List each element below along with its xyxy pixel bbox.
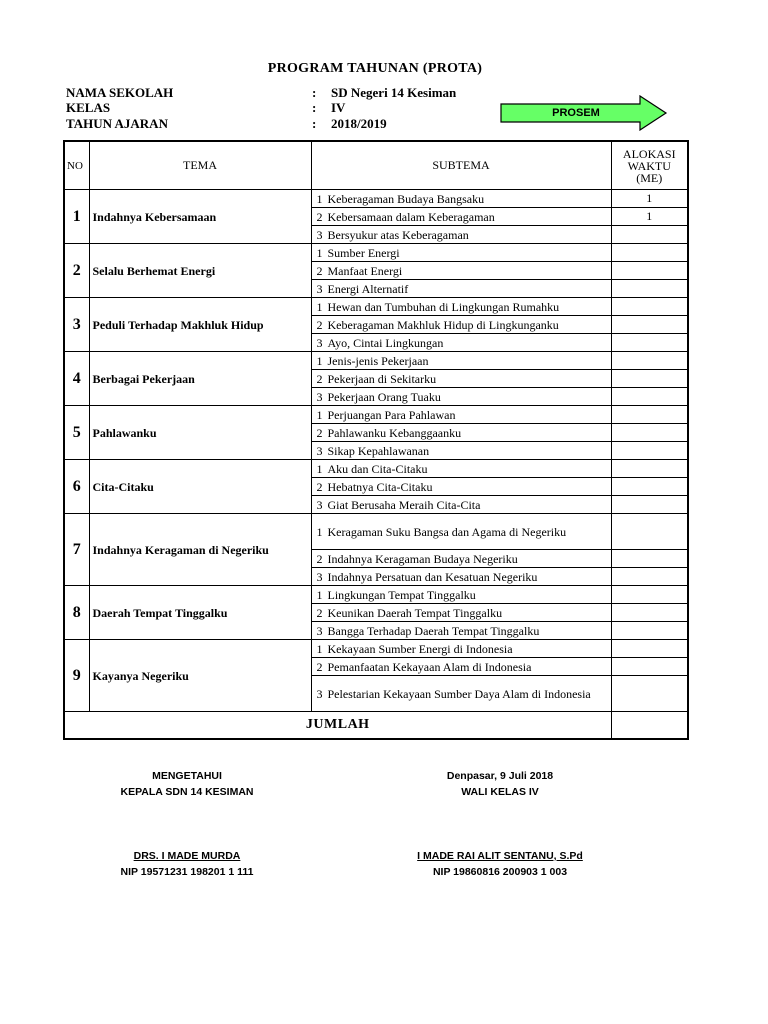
subtheme-cell — [311, 208, 611, 226]
theme-name: Berbagai Pekerjaan — [89, 352, 311, 406]
subtheme-text: Lingkungan Tempat Tinggalku — [327, 587, 476, 602]
subtheme-cell — [311, 604, 611, 622]
subtheme-number: 1 — [316, 587, 323, 602]
subtheme-text: Hebatnya Cita-Citaku — [327, 479, 433, 494]
signature-nip: NIP 19860816 200903 1 003 — [432, 866, 568, 878]
subtheme-number: 1 — [316, 407, 323, 422]
subtheme-cell — [311, 622, 611, 640]
header-alokasi-line: ALOKASI — [622, 146, 676, 161]
subtheme-text: Bangga Terhadap Daerah Tempat Tinggalku — [327, 623, 540, 638]
info-separator: : — [312, 116, 317, 131]
subtheme-cell — [311, 550, 611, 568]
info-value: IV — [331, 100, 346, 115]
subtheme-cell — [311, 262, 611, 280]
subtheme-number: 3 — [316, 281, 323, 296]
subtheme-cell — [311, 568, 611, 586]
theme-number: 9 — [64, 640, 89, 712]
alokasi-waktu-cell — [611, 604, 688, 622]
subtheme-number: 2 — [316, 371, 323, 386]
table-header-row — [64, 141, 688, 190]
signature-name: I MADE RAI ALIT SENTANU, S.Pd — [417, 850, 583, 862]
jumlah-label: JUMLAH — [64, 712, 611, 740]
prosem-arrow-button[interactable] — [500, 95, 668, 131]
subtheme-cell — [311, 352, 611, 370]
subtheme-text: Giat Berusaha Meraih Cita-Cita — [327, 497, 481, 512]
subtheme-cell — [311, 460, 611, 478]
info-label: TAHUN AJARAN — [66, 116, 168, 131]
signature-nip: NIP 19571231 198201 1 111 — [120, 866, 254, 878]
alokasi-waktu-cell — [611, 352, 688, 370]
alokasi-waktu-cell — [611, 298, 688, 316]
subtheme-number: 1 — [316, 353, 323, 368]
alokasi-waktu-cell — [611, 676, 688, 712]
theme-name: Pahlawanku — [89, 406, 311, 460]
signature-position: KEPALA SDN 14 KESIMAN — [120, 786, 254, 798]
subtheme-number: 1 — [316, 245, 323, 260]
info-separator: : — [312, 100, 317, 115]
info-value: 2018/2019 — [331, 116, 387, 131]
alokasi-waktu-cell — [611, 460, 688, 478]
table-row — [64, 190, 688, 208]
subtheme-number: 2 — [316, 209, 323, 224]
subtheme-cell — [311, 316, 611, 334]
subtheme-cell — [311, 424, 611, 442]
alokasi-waktu-cell — [611, 406, 688, 424]
alokasi-waktu-cell — [611, 496, 688, 514]
subtheme-number: 3 — [316, 686, 323, 701]
subtheme-text: Keunikan Daerah Tempat Tinggalku — [327, 605, 503, 620]
theme-name: Peduli Terhadap Makhluk Hidup — [89, 298, 311, 352]
subtheme-text: Sumber Energi — [327, 245, 400, 260]
subtheme-number: 3 — [316, 623, 323, 638]
subtheme-cell — [311, 244, 611, 262]
subtheme-text: Aku dan Cita-Citaku — [327, 461, 428, 476]
subtheme-text: Pelestarian Kekayaan Sumber Daya Alam di Indonesia — [327, 686, 591, 701]
info-value: SD Negeri 14 Kesiman — [331, 85, 457, 100]
alokasi-waktu-cell — [611, 478, 688, 496]
alokasi-waktu-cell — [611, 388, 688, 406]
subtheme-cell — [311, 496, 611, 514]
info-label: KELAS — [66, 100, 111, 115]
subtheme-text: Kebersamaan dalam Keberagaman — [327, 209, 495, 224]
header-alokasi-line: (ME) — [636, 170, 663, 185]
subtheme-text: Energi Alternatif — [327, 281, 409, 296]
jumlah-value — [611, 712, 688, 740]
subtheme-text: Perjuangan Para Pahlawan — [327, 407, 456, 422]
theme-name: Indahnya Kebersamaan — [89, 190, 311, 244]
theme-number: 2 — [64, 244, 89, 298]
subtheme-text: Indahnya Persatuan dan Kesatuan Negeriku — [327, 569, 538, 584]
jumlah-row — [64, 712, 688, 740]
subtheme-cell — [311, 442, 611, 460]
subtheme-number: 1 — [316, 641, 323, 656]
theme-name: Cita-Citaku — [89, 460, 311, 514]
subtheme-text: Indahnya Keragaman Budaya Negeriku — [327, 551, 518, 566]
alokasi-waktu-cell — [611, 280, 688, 298]
subtheme-text: Pahlawanku Kebanggaanku — [327, 425, 462, 440]
table-row — [64, 586, 688, 604]
signature-place-date: Denpasar, 9 Juli 2018 — [446, 770, 554, 782]
subtheme-number: 2 — [316, 659, 323, 674]
subtheme-number: 2 — [316, 317, 323, 332]
table-row — [64, 352, 688, 370]
subtheme-text: Pemanfaatan Kekayaan Alam di Indonesia — [327, 659, 532, 674]
document-title: PROGRAM TAHUNAN (PROTA) — [267, 61, 483, 76]
subtheme-cell — [311, 514, 611, 550]
info-label: NAMA SEKOLAH — [66, 85, 174, 100]
subtheme-number: 2 — [316, 551, 323, 566]
theme-number: 8 — [64, 586, 89, 640]
subtheme-text: Jenis-jenis Pekerjaan — [327, 353, 429, 368]
alokasi-waktu-cell — [611, 316, 688, 334]
subtheme-text: Pekerjaan Orang Tuaku — [327, 389, 441, 404]
alokasi-waktu-cell — [611, 622, 688, 640]
theme-number: 5 — [64, 406, 89, 460]
subtheme-text: Keberagaman Budaya Bangsaku — [327, 191, 485, 206]
subtheme-number: 3 — [316, 389, 323, 404]
alokasi-waktu-cell — [611, 514, 688, 550]
subtheme-text: Pekerjaan di Sekitarku — [327, 371, 437, 386]
subtheme-number: 1 — [316, 461, 323, 476]
info-separator: : — [312, 85, 317, 100]
alokasi-waktu-cell — [611, 658, 688, 676]
alokasi-waktu-cell — [611, 568, 688, 586]
theme-number: 7 — [64, 514, 89, 586]
subtheme-cell — [311, 388, 611, 406]
subtheme-cell — [311, 478, 611, 496]
subtheme-cell — [311, 334, 611, 352]
subtheme-number: 2 — [316, 605, 323, 620]
table-row — [64, 640, 688, 658]
alokasi-waktu-cell — [611, 442, 688, 460]
header-subtema: SUBTEMA — [311, 141, 611, 190]
subtheme-number: 3 — [316, 443, 323, 458]
signature-block-teacher — [400, 768, 600, 880]
alokasi-waktu-cell — [611, 586, 688, 604]
signature-line1: MENGETAHUI — [152, 770, 222, 782]
subtheme-number: 3 — [316, 227, 323, 242]
subtheme-cell — [311, 370, 611, 388]
theme-number: 1 — [64, 190, 89, 244]
header-no: NO — [64, 141, 89, 190]
alokasi-waktu-cell: 1 — [611, 190, 688, 208]
subtheme-text: Hewan dan Tumbuhan di Lingkungan Rumahku — [327, 299, 560, 314]
subtheme-number: 2 — [316, 479, 323, 494]
alokasi-waktu-cell — [611, 244, 688, 262]
subtheme-number: 1 — [316, 524, 323, 539]
alokasi-waktu-cell — [611, 334, 688, 352]
subtheme-text: Ayo, Cintai Lingkungan — [327, 335, 444, 350]
subtheme-cell — [311, 298, 611, 316]
theme-name: Daerah Tempat Tinggalku — [89, 586, 311, 640]
alokasi-waktu-cell — [611, 262, 688, 280]
subtheme-cell — [311, 406, 611, 424]
alokasi-waktu-cell: 1 — [611, 208, 688, 226]
alokasi-waktu-cell — [611, 226, 688, 244]
table-row — [64, 514, 688, 550]
subtheme-number: 1 — [316, 191, 323, 206]
header-tema: TEMA — [89, 141, 311, 190]
prota-table — [63, 140, 689, 740]
subtheme-cell — [311, 640, 611, 658]
subtheme-cell — [311, 190, 611, 208]
subtheme-number: 1 — [316, 299, 323, 314]
theme-name: Selalu Berhemat Energi — [89, 244, 311, 298]
subtheme-number: 2 — [316, 425, 323, 440]
subtheme-cell — [311, 586, 611, 604]
prosem-label: PROSEM — [552, 107, 600, 119]
subtheme-cell — [311, 658, 611, 676]
alokasi-waktu-cell — [611, 550, 688, 568]
subtheme-number: 3 — [316, 497, 323, 512]
subtheme-text: Manfaat Energi — [327, 263, 403, 278]
subtheme-cell — [311, 676, 611, 712]
subtheme-number: 3 — [316, 335, 323, 350]
theme-number: 3 — [64, 298, 89, 352]
alokasi-waktu-cell — [611, 640, 688, 658]
theme-number: 6 — [64, 460, 89, 514]
subtheme-cell — [311, 280, 611, 298]
signature-position: WALI KELAS IV — [461, 786, 539, 798]
table-row — [64, 298, 688, 316]
subtheme-text: Kekayaan Sumber Energi di Indonesia — [327, 641, 513, 656]
subtheme-cell — [311, 226, 611, 244]
alokasi-waktu-cell — [611, 424, 688, 442]
table-row — [64, 406, 688, 424]
signature-name: DRS. I MADE MURDA — [133, 850, 241, 862]
subtheme-text: Keragaman Suku Bangsa dan Agama di Negeriku — [327, 524, 567, 539]
signature-block-principal — [87, 768, 287, 880]
subtheme-text: Keberagaman Makhluk Hidup di Lingkunganku — [327, 317, 559, 332]
header-alokasi-line: WAKTU — [627, 158, 671, 173]
table-row — [64, 244, 688, 262]
subtheme-number: 3 — [316, 569, 323, 584]
theme-name: Kayanya Negeriku — [89, 640, 311, 712]
theme-name: Indahnya Keragaman di Negeriku — [89, 514, 311, 586]
subtheme-number: 2 — [316, 263, 323, 278]
header-alokasi — [611, 141, 688, 190]
subtheme-text: Sikap Kepahlawanan — [327, 443, 430, 458]
theme-number: 4 — [64, 352, 89, 406]
alokasi-waktu-cell — [611, 370, 688, 388]
table-row — [64, 460, 688, 478]
subtheme-text: Bersyukur atas Keberagaman — [327, 227, 469, 242]
